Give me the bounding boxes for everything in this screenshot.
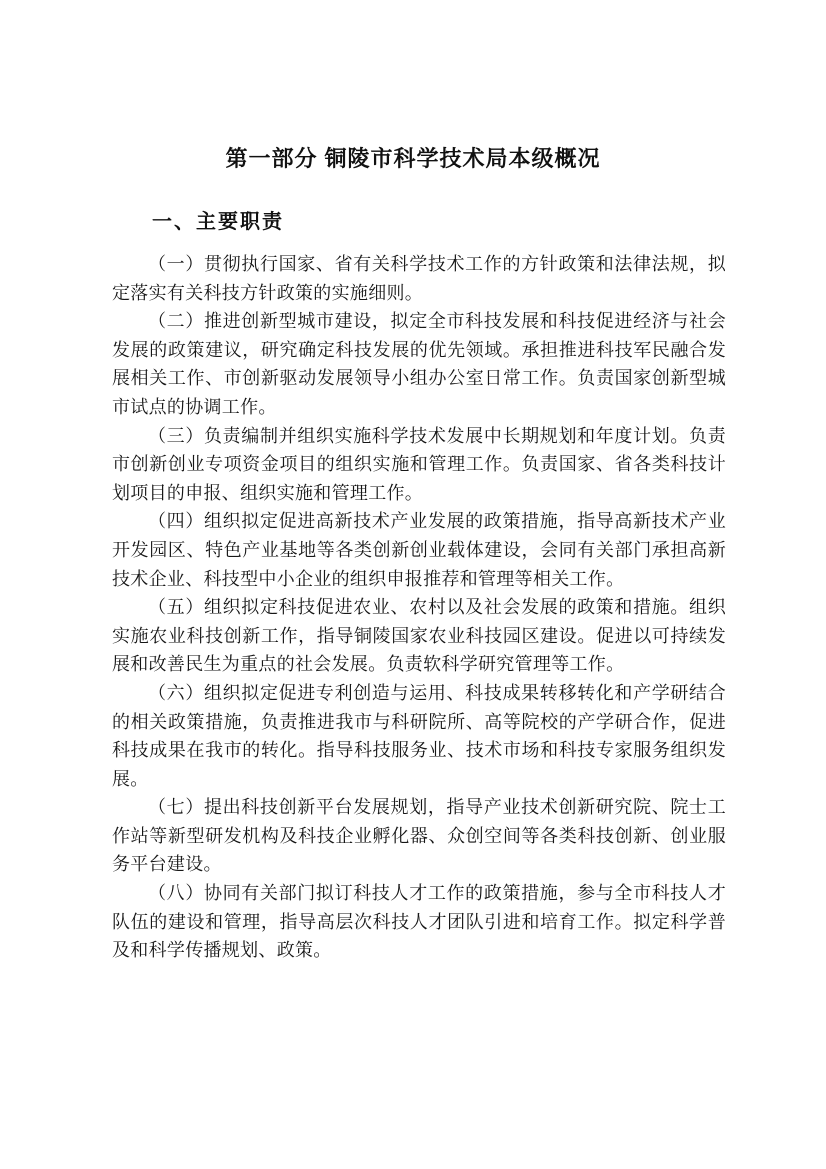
document-body xyxy=(112,207,726,965)
duty-paragraph-1: （一）贯彻执行国家、省有关科学技术工作的方针政策和法律法规，拟定落实有关科技方针政策的实施细则。 xyxy=(112,254,726,303)
duty-paragraph-5: （五）组织拟定科技促进农业、农村以及社会发展的政策和措施。组织实施农业科技创新工作，指导铜陵国家农业科技园区建设。促进以可持续发展和改善民生为重点的社会发展。负责软科学研究管理等工作。 xyxy=(112,597,726,675)
duty-paragraph-3: （三）负责编制并组织实施科学技术发展中长期规划和年度计划。负责市创新创业专项资金项目的组织实施和管理工作。负责国家、省各类科技计划项目的申报、组织实施和管理工作。 xyxy=(112,425,726,503)
duty-paragraph-8: （八）协同有关部门拟订科技人才工作的政策措施，参与全市科技人才队伍的建设和管理，指导高层次科技人才团队引进和培育工作。拟定科学普及和科学传播规划、政策。 xyxy=(112,883,726,961)
duty-paragraph-4: （四）组织拟定促进高新技术产业发展的政策措施，指导高新技术产业开发园区、特色产业基地等各类创新创业载体建设，会同有关部门承担高新技术企业、科技型中小企业的组织申报推荐和管理等相关工作。 xyxy=(112,511,726,589)
document-title: 第一部分 铜陵市科学技术局本级概况 xyxy=(225,146,601,171)
duty-paragraph-6: （六）组织拟定促进专利创造与运用、科技成果转移转化和产学研结合的相关政策措施，负责推进我市与科研院所、高等院校的产学研合作，促进科技成果在我市的转化。指导科技服务业、技术市场和科技专家服务组织发展。 xyxy=(112,682,726,789)
duty-paragraph-7: （七）提出科技创新平台发展规划，指导产业技术创新研究院、院士工作站等新型研发机构及科技企业孵化器、众创空间等各类科技创新、创业服务平台建设。 xyxy=(112,797,726,875)
section-heading: 一、主要职责 xyxy=(152,211,284,233)
duty-paragraph-2: （二）推进创新型城市建设，拟定全市科技发展和科技促进经济与社会发展的政策建议，研究确定科技发展的优先领域。承担推进科技军民融合发展相关工作、市创新驱动发展领导小组办公室日常工作。负责国家创新型城市试点的协调工作。 xyxy=(112,311,726,417)
